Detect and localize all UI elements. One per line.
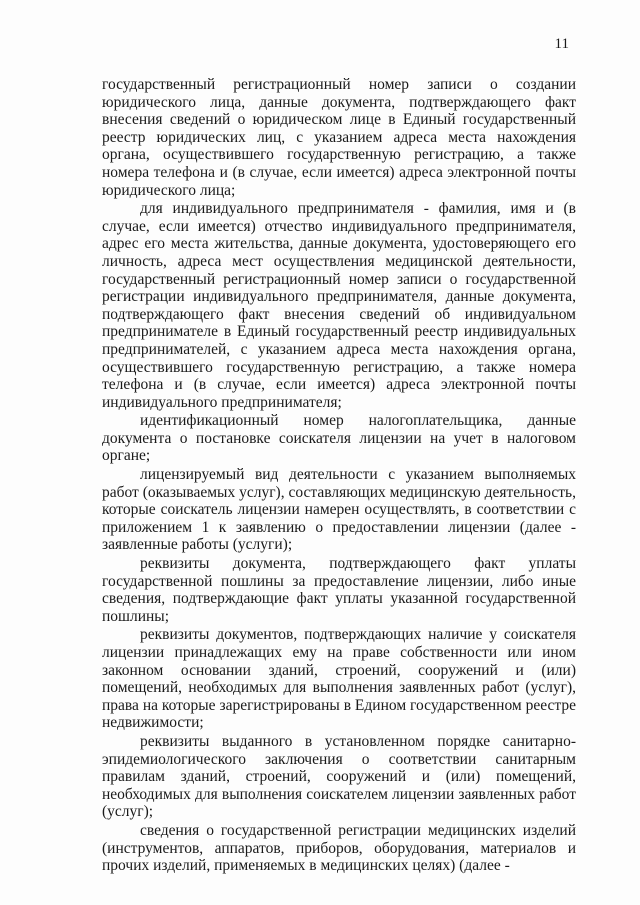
document-body: [102, 76, 576, 875]
paragraph-legal-entity-registration: государственный регистрационный номер записи о создании юридического лица, данные документа, подтверждающего факт внесения сведений о юридическом лице в Единый государственный реестр юридических лиц, с указанием адреса места нахождения органа, осуществившего государственную регистрацию, а также номера телефона и (в случае, если имеется) адреса электронной почты юридического лица;: [102, 76, 576, 199]
paragraph-taxpayer-id: идентификационный номер налогоплательщика, данные документа о постановке соискателя лицензии на учет в налоговом органе;: [102, 412, 576, 465]
paragraph-licensed-activity: лицензируемый вид деятельности с указанием выполняемых работ (оказываемых услуг), составляющих медицинскую деятельность, которые соискатель лицензии намерен осуществлять, в соответствии с приложением 1 к заявлению о предоставлении лицензии (далее - заявленные работы (услуги);: [102, 466, 576, 554]
page-number: 11: [554, 36, 569, 52]
paragraph-sanitary-conclusion: реквизиты выданного в установленном порядке санитарно-эпидемиологического заключения о соответствии санитарным правилам зданий, строений, сооружений и (или) помещений, необходимых для выполнения соискателем лицензии заявленных работ (услуг);: [102, 732, 576, 821]
paragraph-state-fee: реквизиты документа, подтверждающего факт уплаты государственной пошлины за предоставление лицензии, либо иные сведения, подтверждающие факт уплаты указанной государственной пошлины;: [102, 555, 576, 625]
paragraph-individual-entrepreneur: для индивидуального предпринимателя - фамилия, имя и (в случае, если имеется) отчество индивидуального предпринимателя, адрес его места жительства, данные документа, удостоверяющего его личность, адреса мест осуществления медицинской деятельности, государственный регистрационный номер записи о государственной регистрации индивидуального предпринимателя, данные документа, подтверждающего факт внесения сведений об индивидуальном предпринимателе в Единый государственный реестр индивидуальных предпринимателей, с указанием адреса места нахождения органа, осуществившего государственную регистрацию, а также номера телефона и (в случае, если имеется) адреса электронной почты индивидуального предпринимателя;: [102, 200, 576, 411]
paragraph-property-documents: реквизиты документов, подтверждающих наличие у соискателя лицензии принадлежащих ему на праве собственности или ином законном основании зданий, строений, сооружений и (или) помещений, необходимых для выполнения заявленных работ (услуг), права на которые зарегистрированы в Едином государственном реестре недвижимости;: [102, 626, 576, 732]
paragraph-medical-devices: сведения о государственной регистрации медицинских изделий (инструментов, аппаратов, приборов, оборудования, материалов и прочих изделий, применяемых в медицинских целях) (далее -: [102, 821, 576, 875]
